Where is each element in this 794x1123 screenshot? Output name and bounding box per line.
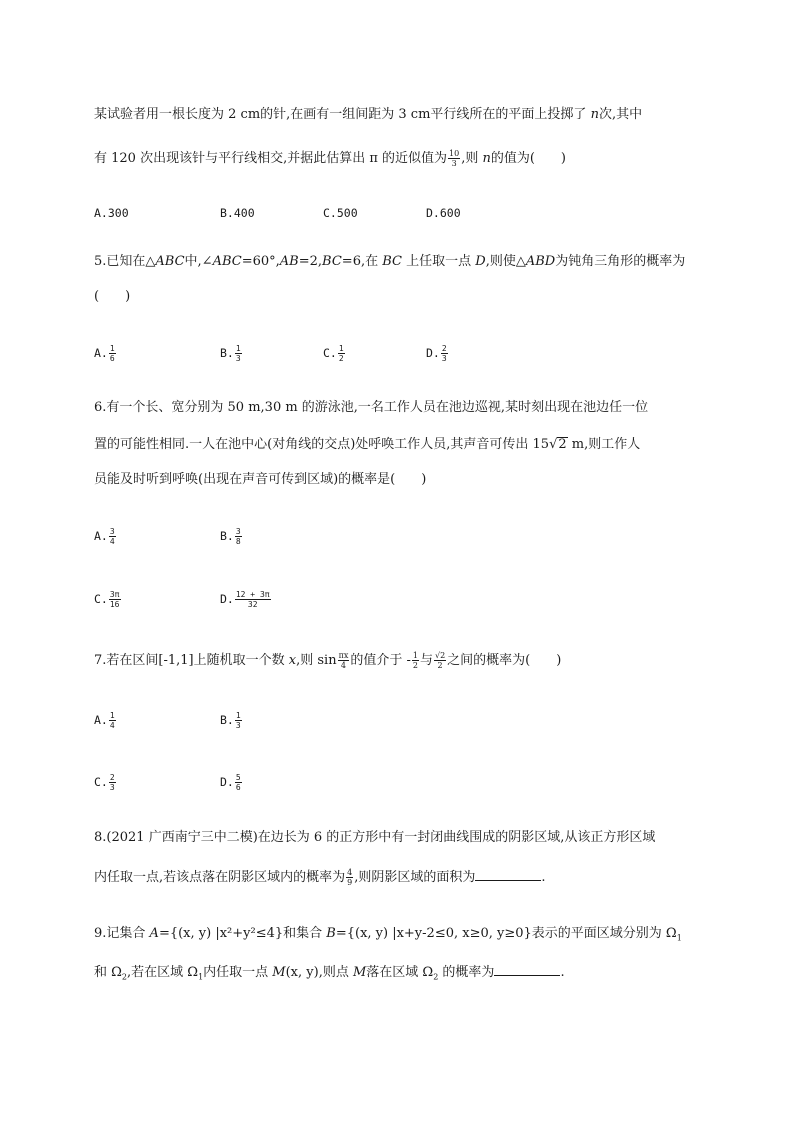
fraction-denominator: 3 — [235, 354, 241, 363]
option-a[interactable]: A.300 — [94, 206, 129, 220]
problem-6-text: 置的可能性相同.一人在池中心(对角线的交点)处呼唤工作人员,其声音可传出 15 — [94, 437, 550, 452]
option-label: A. — [94, 346, 108, 360]
option-label: D. — [426, 346, 440, 360]
option-fraction — [235, 590, 271, 609]
problem-7-text: 的值介于 - — [350, 653, 411, 668]
option-a[interactable] — [94, 344, 117, 363]
fraction-denominator: 3 — [109, 783, 115, 792]
option-label: B. — [220, 529, 234, 543]
problem-9-text: ={(x, y) |x+y-2≤0, x≥0, y≥0}表示的平面区域分别为 Ω — [335, 926, 677, 941]
problem-9-text: 内任取一点 — [203, 965, 273, 980]
option-fraction — [109, 773, 116, 792]
problem-8-text: 内任取一点,若该点落在阴影区域内的概率为 — [94, 870, 346, 885]
answer-blank[interactable] — [475, 868, 541, 881]
fraction-numerator: 1 — [412, 651, 418, 660]
problem-9-text: ,若在区域 Ω — [127, 965, 199, 980]
problem-8-line-2 — [94, 868, 546, 887]
fraction-denominator: 16 — [109, 600, 120, 609]
fraction-numerator: 3 — [109, 527, 115, 536]
fraction-denominator: 4 — [109, 537, 115, 546]
problem-9-text: 落在区域 Ω — [366, 965, 434, 980]
problem-5-text: 5.已知在△ — [94, 254, 156, 269]
upper-bound-fraction — [434, 651, 446, 670]
problem-5-text: ,则使△ — [485, 254, 526, 269]
problem-8-text: ,则阴影区域的面积为 — [354, 870, 476, 885]
fraction-denominator: 6 — [109, 354, 115, 363]
option-label: C. — [94, 775, 108, 789]
option-a[interactable] — [94, 711, 117, 730]
fraction-numerator: 1 — [338, 344, 344, 353]
triangle-abc: ABC — [155, 254, 185, 269]
sqrt-radicand: 2 — [558, 437, 567, 452]
option-fraction — [235, 711, 242, 730]
fraction-numerator: 3π — [109, 590, 120, 599]
answer-blank[interactable] — [494, 963, 560, 976]
problem-4-text: ,则 — [461, 151, 483, 166]
angle-abc: ABC — [212, 254, 242, 269]
segment-ab: AB — [279, 254, 299, 269]
problem-6-line-2 — [94, 436, 640, 454]
fraction-denominator: 2 — [437, 661, 443, 670]
problem-9-text: ={(x, y) |x²+y²≤4}和集合 — [158, 926, 327, 941]
option-d[interactable] — [220, 590, 272, 609]
fraction-numerator: 5 — [235, 773, 241, 782]
problem-8-line-1: 8.(2021 广西南宁三中二模)在边长为 6 的正方形中有一封闭曲线围成的阴影区域,从该正方形区域 — [94, 830, 656, 845]
problem-7-line-1 — [94, 651, 561, 670]
triangle-abd: ABD — [525, 254, 556, 269]
option-d[interactable]: D.600 — [426, 206, 461, 220]
problem-8-text: . — [541, 870, 546, 885]
fraction-numerator: 2 — [441, 344, 447, 353]
problem-4-line-1 — [94, 106, 642, 124]
option-label: D. — [220, 775, 234, 789]
problem-9-text: 和 Ω — [94, 965, 122, 980]
problem-5-text: 中,∠ — [184, 254, 213, 269]
problem-5-text: 上任取一点 — [401, 254, 476, 269]
problem-9-text: 9.记集合 — [94, 926, 150, 941]
point-m: M — [272, 965, 286, 980]
variable-n: n — [590, 107, 599, 122]
option-a[interactable] — [94, 527, 117, 546]
fraction-denominator: 3 — [235, 721, 241, 730]
fraction-numerator: 1 — [109, 344, 115, 353]
fraction-numerator: √2 — [434, 651, 446, 660]
problem-5-line-2: ( ) — [94, 289, 131, 304]
problem-5-line-1 — [94, 253, 685, 271]
probability-fraction — [346, 868, 353, 887]
problem-4-text: 的值为( ) — [490, 151, 567, 166]
fraction-numerator: 2 — [109, 773, 115, 782]
fraction-numerator: 1 — [109, 711, 115, 720]
option-fraction — [109, 590, 121, 609]
option-label: D. — [220, 592, 234, 606]
option-fraction — [109, 344, 116, 363]
fraction-denominator: 3 — [441, 354, 447, 363]
fraction-denominator: 2 — [338, 354, 344, 363]
option-label: C. — [323, 346, 337, 360]
option-label: A. — [94, 713, 108, 727]
problem-9-line-1 — [94, 925, 682, 943]
option-c[interactable] — [94, 590, 122, 609]
fraction-numerator: 1 — [235, 344, 241, 353]
problem-9-text: . — [560, 965, 565, 980]
option-fraction — [235, 527, 242, 546]
option-fraction — [235, 344, 242, 363]
option-d[interactable] — [220, 773, 243, 792]
fraction-numerator: 3 — [235, 527, 241, 536]
pi-fraction — [448, 149, 460, 168]
subscript: 2 — [121, 972, 128, 982]
subscript: 2 — [433, 972, 439, 982]
fraction-denominator: 4 — [340, 661, 346, 670]
option-fraction — [235, 773, 242, 792]
problem-9-text: (x, y),则点 — [285, 965, 353, 980]
set-a: A — [149, 926, 159, 941]
fraction-numerator: 1 — [235, 711, 241, 720]
problem-5-text: =2, — [298, 254, 323, 269]
option-c[interactable] — [94, 773, 117, 792]
problem-4-text: 有 120 次出现该针与平行线相交,并据此估算出 π 的近似值为 — [94, 151, 448, 166]
option-c[interactable] — [323, 344, 346, 363]
problem-6-line-1: 6.有一个长、宽分别为 50 m,30 m 的游泳池,一名工作人员在池边巡视,某时刻出现在池边任一位 — [94, 400, 649, 415]
segment-bc: BC — [322, 254, 342, 269]
fraction-denominator: 4 — [109, 721, 115, 730]
problem-5-text: =6,在 — [341, 254, 383, 269]
problem-4-text: 某试验者用一根长度为 2 cm的针,在画有一组间距为 3 cm平行线所在的平面上投掷了 — [94, 107, 591, 122]
segment-bc: BC — [382, 254, 402, 269]
sqrt-sign: √ — [549, 437, 558, 452]
option-label: B. — [220, 346, 234, 360]
point-m: M — [352, 965, 367, 980]
option-label: C. — [94, 592, 108, 606]
fraction-numerator: 4 — [347, 868, 353, 877]
option-label: B. — [220, 713, 234, 727]
point-d: D — [475, 254, 486, 269]
option-b[interactable] — [220, 527, 243, 546]
option-b[interactable] — [220, 344, 243, 363]
subscript: 1 — [676, 933, 682, 943]
option-b[interactable]: B.400 — [220, 206, 255, 220]
problem-5-text: =60°, — [241, 254, 280, 269]
option-c[interactable]: C.500 — [323, 206, 358, 220]
option-fraction — [109, 527, 116, 546]
option-b[interactable] — [220, 711, 243, 730]
problem-7-text: 之间的概率为( ) — [447, 653, 562, 668]
variable-n: n — [482, 151, 491, 166]
problem-4-text: 次,其中 — [598, 107, 643, 122]
problem-7-text: 与 — [419, 653, 433, 668]
option-fraction — [109, 711, 116, 730]
problem-5-text: 为钝角三角形的概率为 — [555, 254, 686, 269]
fraction-denominator: 9 — [347, 878, 353, 887]
fraction-denominator: 32 — [247, 600, 258, 609]
variable-x: x — [288, 653, 297, 668]
fraction-denominator: 3 — [451, 159, 457, 168]
problem-7-text: ,则 sin — [296, 653, 337, 668]
problem-6-text: m,则工作人 — [567, 437, 641, 452]
fraction-numerator: 10 — [449, 149, 460, 158]
fraction-numerator: 12 + 3π — [235, 590, 270, 599]
fraction-denominator: 6 — [235, 783, 241, 792]
option-d[interactable] — [426, 344, 449, 363]
option-fraction — [338, 344, 345, 363]
problem-4-line-2 — [94, 149, 566, 168]
fraction-numerator: πx — [338, 651, 349, 660]
problem-6-line-3: 员能及时听到呼唤(出现在声音可传到区域)的概率是( ) — [94, 472, 427, 487]
lower-bound-fraction — [412, 651, 419, 670]
problem-9-text: 的概率为 — [438, 965, 495, 980]
problem-9-line-2 — [94, 963, 565, 982]
subscript: 1 — [198, 972, 204, 982]
problem-7-text: 7.若在区间[-1,1]上随机取一个数 — [94, 653, 289, 668]
fraction-denominator: 2 — [412, 661, 418, 670]
sin-argument-fraction — [338, 651, 350, 670]
set-b: B — [326, 926, 336, 941]
fraction-denominator: 8 — [235, 537, 241, 546]
option-label: A. — [94, 529, 108, 543]
option-fraction — [441, 344, 448, 363]
